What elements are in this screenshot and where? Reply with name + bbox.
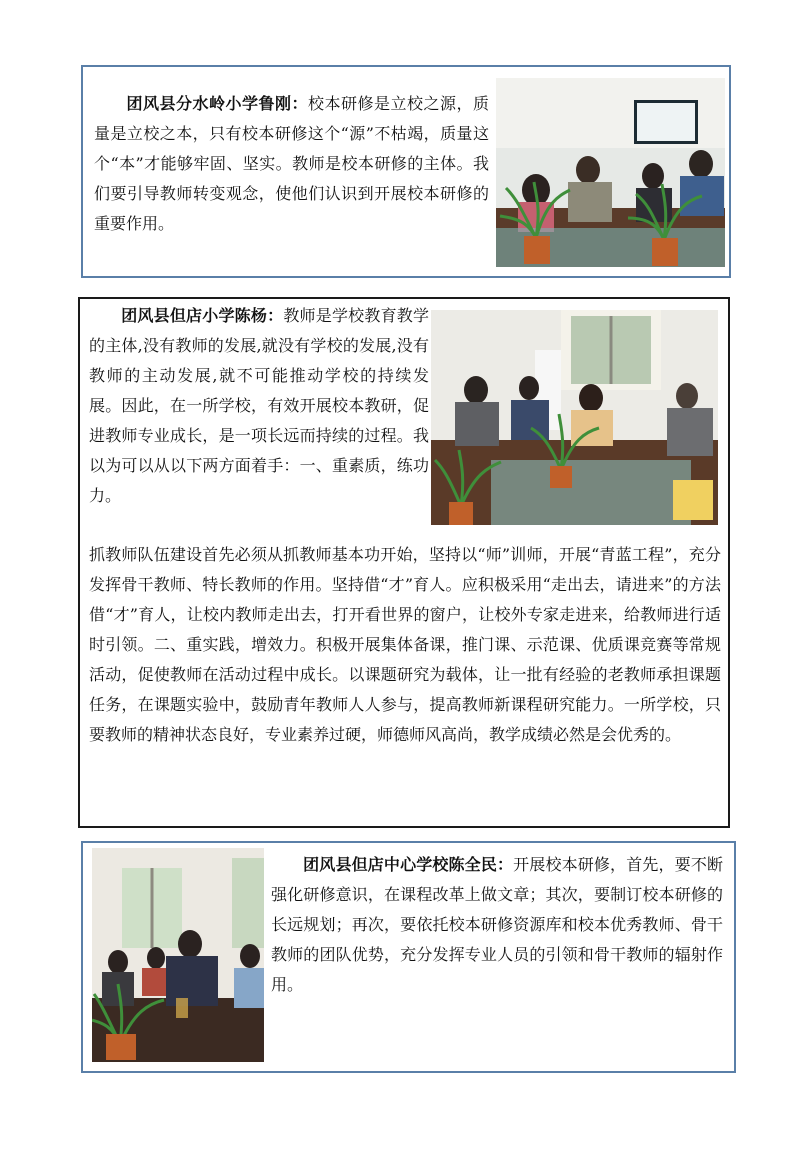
section-paragraph [271, 850, 723, 1000]
section-paragraph-top [89, 301, 429, 511]
paragraph-text-top: 教师是学校教育教学的主体,没有教师的发展,就没有学校的发展,没有教师的主动发展,就不可能推动学校的持续发展。因此，在一所学校，有效开展校本教研，促进教师专业成长，是一项长远而持续的过程。我以为可以从以下两方面着手：一、重素质，练功力。 [89, 306, 429, 505]
section-lu-gang [81, 65, 731, 278]
paragraph-text-bottom: 抓教师队伍建设首先必须从抓教师基本功开始，坚持以“师”训师，开展“青蓝工程”，充分发挥骨干教师、特长教师的作用。坚持借“才”育人。应积极采用“走出去，请进来”的方法借“才”育人，让校内教师走出去，打开看世界的窗户，让校外专家走进来，给教师进行适时引领。二、重实践，增效力。积极开展集体备课，推门课、示范课、优质课竞赛等常规活动，促使教师在活动过程中成长。以课题研究为载体，让一批有经验的老教师承担课题任务，在课题实验中，鼓励青年教师人人参与，提高教师新课程研究能力。一所学校，只要教师的精神状态良好，专业素养过硬，师德师风高尚，教学成绩必然是会优秀的。 [89, 545, 721, 744]
paragraph-text: 开展校本研修，首先，要不断强化研修意识，在课程改革上做文章；其次，要制订校本研修的长远规划；再次，要依托校本研修资源库和校本优秀教师、骨干教师的团队优势，充分发挥专业人员的引领和骨干教师的辐射作用。 [271, 855, 723, 994]
meeting-photo-icon [92, 848, 264, 1062]
speaker-name: 团风县但店小学陈杨： [121, 306, 284, 325]
section-chen-quanmin [81, 841, 736, 1073]
speaker-name: 团风县但店中心学校陈全民： [303, 855, 514, 874]
section-chen-yang [78, 297, 730, 828]
section-paragraph-bottom [89, 540, 721, 750]
section-paragraph [94, 89, 489, 239]
speaker-name: 团风县分水岭小学鲁刚： [126, 94, 308, 113]
meeting-photo-icon [496, 78, 725, 267]
meeting-photo-icon [431, 310, 718, 525]
paragraph-text: 校本研修是立校之源，质量是立校之本，只有校本研修这个“源”不枯竭，质量这个“本”才能够牢固、坚实。教师是校本研修的主体。我们要引导教师转变观念，使他们认识到开展校本研修的重要作用。 [94, 94, 489, 233]
